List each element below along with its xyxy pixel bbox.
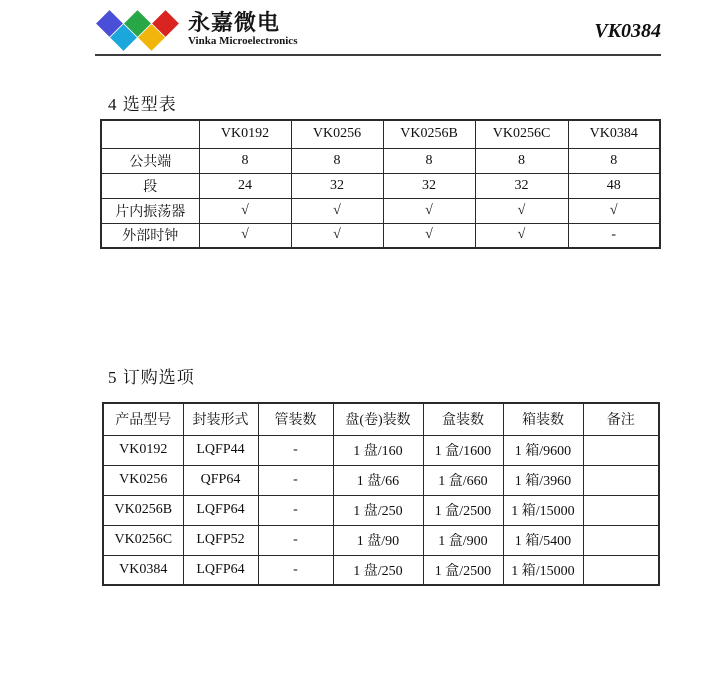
table-cell: 1 箱/15000 [503, 495, 583, 525]
table-row [101, 198, 660, 223]
table-cell: LQFP64 [183, 495, 258, 525]
table-cell: VK0192 [103, 435, 183, 465]
table-cell: - [258, 525, 333, 555]
table-cell [583, 525, 659, 555]
table-cell: √ [383, 223, 475, 248]
table-cell: √ [568, 198, 660, 223]
company-name-cn: 永嘉微电 [188, 10, 281, 35]
table-cell: VK0256B [103, 495, 183, 525]
table-header-cell: 盒装数 [423, 403, 503, 435]
table-cell: LQFP44 [183, 435, 258, 465]
row-label: 外部时钟 [101, 223, 199, 248]
selection-table [100, 119, 661, 249]
table-cell: 1 盒/660 [423, 465, 503, 495]
table-cell: QFP64 [183, 465, 258, 495]
table-row [103, 465, 659, 495]
table-cell: LQFP52 [183, 525, 258, 555]
table-header-cell: 箱装数 [503, 403, 583, 435]
table-cell: 8 [383, 148, 475, 173]
table-cell: 1 箱/9600 [503, 435, 583, 465]
table-cell: 32 [475, 173, 568, 198]
doc-code: VK0384 [594, 20, 661, 42]
table-cell: √ [475, 198, 568, 223]
section-title-selection: 4 选型表 [108, 95, 177, 114]
company-name-en: Vinka Microelectronics [188, 35, 298, 47]
page-header [95, 8, 661, 56]
table-cell: - [258, 555, 333, 585]
table-cell: 24 [199, 173, 291, 198]
row-label: 段 [101, 173, 199, 198]
table-cell: 32 [383, 173, 475, 198]
table-cell: 32 [291, 173, 383, 198]
table-header-cell: 管装数 [258, 403, 333, 435]
table-cell: 1 盒/1600 [423, 435, 503, 465]
table-header-cell: 备注 [583, 403, 659, 435]
table-cell: 8 [568, 148, 660, 173]
table-cell: VK0384 [103, 555, 183, 585]
table-cell: 8 [199, 148, 291, 173]
table-cell: √ [199, 198, 291, 223]
table-cell: - [258, 435, 333, 465]
table-cell: √ [291, 223, 383, 248]
company-logo [95, 10, 355, 56]
table-cell: 1 盘/250 [333, 555, 423, 585]
logo-diamonds-icon [95, 10, 183, 56]
table-cell: √ [383, 198, 475, 223]
table-cell: - [258, 495, 333, 525]
table-row [103, 495, 659, 525]
table-row [103, 555, 659, 585]
section-title-ordering: 5 订购选项 [108, 368, 195, 387]
table-header-cell: VK0256C [475, 120, 568, 148]
table-header-cell: 封装形式 [183, 403, 258, 435]
table-row [103, 525, 659, 555]
table-cell: 48 [568, 173, 660, 198]
table-row [103, 403, 659, 435]
table-cell: - [258, 465, 333, 495]
row-label: 公共端 [101, 148, 199, 173]
table-row [101, 223, 660, 248]
table-cell: 8 [475, 148, 568, 173]
table-cell [583, 435, 659, 465]
table-cell [583, 495, 659, 525]
table-cell: 1 盒/2500 [423, 495, 503, 525]
table-header-cell: VK0256B [383, 120, 475, 148]
table-cell: 1 盒/900 [423, 525, 503, 555]
table-cell: √ [291, 198, 383, 223]
table-cell: VK0256 [103, 465, 183, 495]
table-header-cell: VK0192 [199, 120, 291, 148]
table-cell: LQFP64 [183, 555, 258, 585]
table-header-cell [101, 120, 199, 148]
table-row [101, 120, 660, 148]
table-cell: 1 盘/250 [333, 495, 423, 525]
table-cell: 1 盘/66 [333, 465, 423, 495]
table-cell [583, 465, 659, 495]
table-header-cell: 产品型号 [103, 403, 183, 435]
table-cell: 8 [291, 148, 383, 173]
table-header-cell: 盘(卷)装数 [333, 403, 423, 435]
logo-text [188, 11, 297, 48]
table-header-cell: VK0256 [291, 120, 383, 148]
row-label: 片内振荡器 [101, 198, 199, 223]
table-cell: 1 盒/2500 [423, 555, 503, 585]
table-header-cell: VK0384 [568, 120, 660, 148]
table-cell [583, 555, 659, 585]
table-row [103, 435, 659, 465]
table-cell: 1 盘/90 [333, 525, 423, 555]
table-cell: 1 箱/15000 [503, 555, 583, 585]
table-cell: 1 盘/160 [333, 435, 423, 465]
table-cell: 1 箱/5400 [503, 525, 583, 555]
table-cell: - [568, 223, 660, 248]
table-row [101, 148, 660, 173]
ordering-table [102, 402, 660, 586]
table-cell: 1 箱/3960 [503, 465, 583, 495]
table-row [101, 173, 660, 198]
table-cell: √ [475, 223, 568, 248]
table-cell: √ [199, 223, 291, 248]
table-cell: VK0256C [103, 525, 183, 555]
